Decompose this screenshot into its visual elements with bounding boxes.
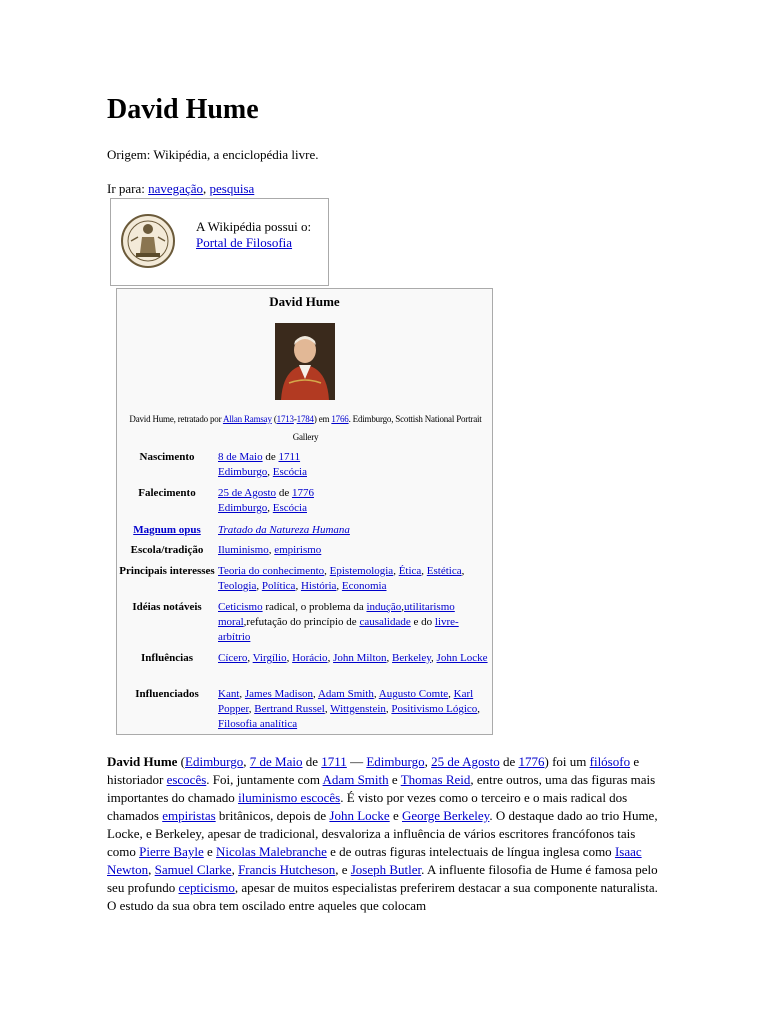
idea-link[interactable]: livre-arbítrio <box>218 616 459 643</box>
interest-link[interactable]: Epistemologia <box>329 565 394 577</box>
influenced-link[interactable]: Bertrand Russel <box>254 703 325 715</box>
text: . É visto por vezes como o terceiro e o mais radical dos chamados <box>107 790 628 823</box>
text: , <box>231 862 239 877</box>
caption-text: - <box>293 414 297 424</box>
birth-place-link[interactable]: Edimburgo <box>218 466 268 478</box>
row-value: Teoria do conhecimento, Epistemologia, Ética, Estética, Teologia, Política, História, Economia <box>218 565 465 592</box>
body-link[interactable]: filósofo <box>589 754 631 769</box>
year-link[interactable]: 1766 <box>331 414 349 424</box>
portal-box <box>110 198 329 286</box>
interest-link[interactable]: Estética <box>426 565 462 577</box>
body-link[interactable]: Thomas Reid <box>400 772 471 787</box>
year-link[interactable]: 1784 <box>296 414 314 424</box>
body-link[interactable]: Edimburgo <box>185 754 244 769</box>
text: — <box>346 754 367 769</box>
influence-link[interactable]: Berkeley <box>392 652 432 664</box>
interest-link[interactable]: Teoria do conhecimento <box>218 565 325 577</box>
text: e de outras figuras intelectuais de língua inglesa como <box>326 844 615 859</box>
row-label: Influenciados <box>135 688 199 700</box>
influenced-link[interactable]: Wittgenstein <box>330 703 386 715</box>
body-link[interactable]: iluminismo escocês <box>238 790 341 805</box>
interest-link[interactable]: Ética <box>398 565 422 577</box>
navigation-link[interactable]: navegação <box>148 181 203 196</box>
body-link[interactable]: George Berkeley <box>401 808 490 823</box>
row-value <box>218 450 490 480</box>
text: , <box>243 754 250 769</box>
body-link[interactable]: Isaac Newton <box>107 844 642 877</box>
text: . A influente filosofia de Hume é famosa pelo seu profundo <box>107 862 658 895</box>
text: , <box>424 754 432 769</box>
influenced-link[interactable]: Kant <box>218 688 240 700</box>
idea-link[interactable]: indução <box>366 601 402 613</box>
jump-separator: , <box>203 181 210 196</box>
portal-text <box>196 219 311 251</box>
text: e historiador <box>107 754 640 787</box>
death-place-link[interactable]: Edimburgo <box>218 502 268 514</box>
idea-link[interactable]: causalidade <box>359 616 411 628</box>
jump-prefix: Ir para: <box>107 181 149 196</box>
text: , <box>401 601 405 613</box>
portrait-caption <box>123 410 488 446</box>
school-link[interactable]: empirismo <box>274 544 322 556</box>
row-label: Falecimento <box>138 487 196 499</box>
text: e do <box>410 616 435 628</box>
row-label: Influências <box>141 652 193 664</box>
text: radical, o problema da <box>262 601 367 613</box>
text: , <box>268 544 275 556</box>
text: . Foi, juntamente com <box>206 772 323 787</box>
body-link[interactable]: 1776 <box>518 754 545 769</box>
body-link[interactable]: empiristas <box>162 808 216 823</box>
birth-year-link[interactable]: 1711 <box>278 451 301 463</box>
year-link[interactable]: 1713 <box>276 414 294 424</box>
text: ,refutação do princípio de <box>243 616 360 628</box>
idea-link[interactable]: Ceticismo <box>218 601 263 613</box>
text: e <box>389 808 402 823</box>
painter-link[interactable]: Allan Ramsay <box>222 414 272 424</box>
body-link[interactable]: Adam Smith <box>322 772 389 787</box>
portrait-image[interactable] <box>275 323 335 400</box>
idea-link[interactable]: utilitarismo moral <box>218 601 455 628</box>
caption-text: . Edimburgo, Scottish National Portrait Gallery <box>292 414 482 442</box>
origin-note: Origem: Wikipédia, a enciclopédia livre. <box>107 147 319 162</box>
text: , entre outros, uma das figuras mais importantes do chamado <box>107 772 656 805</box>
body-link[interactable]: Samuel Clarke <box>154 862 232 877</box>
text: ( <box>177 754 186 769</box>
portal-philosophy-link[interactable]: Portal de Filosofia <box>196 235 293 250</box>
influenced-link[interactable]: Augusto Comte <box>378 688 449 700</box>
caption-text: ( <box>271 414 277 424</box>
row-label: Nascimento <box>139 451 195 463</box>
portal-label: A Wikipédia possui o: <box>196 219 312 234</box>
body-link[interactable]: escocês <box>166 772 207 787</box>
row-value <box>218 486 490 516</box>
article-subject: David Hume <box>107 754 178 769</box>
text: de <box>262 451 279 463</box>
death-country-link[interactable]: Escócia <box>272 502 307 514</box>
text: britânicos, depois de <box>215 808 330 823</box>
caption-text: David Hume, retratado por <box>129 414 223 424</box>
text: , <box>267 502 273 514</box>
infobox <box>116 288 493 735</box>
influenced-link[interactable]: Karl Popper <box>218 688 474 715</box>
text: ) foi um <box>544 754 590 769</box>
body-link[interactable]: John Locke <box>329 808 390 823</box>
influenced-link[interactable]: Filosofia analítica <box>218 718 298 730</box>
influence-link[interactable]: Horácio <box>292 652 328 664</box>
birth-country-link[interactable]: Escócia <box>272 466 307 478</box>
text: de <box>276 487 292 499</box>
influenced-link[interactable]: Adam Smith <box>317 688 374 700</box>
text: , <box>148 862 155 877</box>
row-label: Idéias notáveis <box>132 601 202 613</box>
body-link[interactable]: 1711 <box>321 754 347 769</box>
row-value <box>218 600 490 645</box>
interest-link[interactable]: História <box>300 580 337 592</box>
influence-link[interactable]: Virgílio <box>252 652 287 664</box>
school-link[interactable]: Iluminismo <box>218 544 269 556</box>
row-value: Kant, James Madison, Adam Smith, Augusto Comte, Karl Popper, Bertrand Russel, Wittgenstein, Positivismo Lógico, Filosofia analítica <box>218 688 481 730</box>
body-link[interactable]: 7 de Maio <box>249 754 303 769</box>
magnum-opus-link[interactable]: Magnum opus <box>133 524 201 536</box>
interest-link[interactable]: Economia <box>341 580 387 592</box>
row-label: Principais interesses <box>119 565 215 577</box>
infobox-title: David Hume <box>269 294 340 309</box>
body-link[interactable]: 25 de Agosto <box>431 754 500 769</box>
interest-link[interactable]: Política <box>261 580 296 592</box>
text: de <box>302 754 322 769</box>
row-value <box>218 543 490 558</box>
caption-text: ) em <box>313 414 332 424</box>
text: e <box>388 772 401 787</box>
jump-links <box>107 180 254 198</box>
influence-link[interactable]: John Milton <box>333 652 387 664</box>
death-year-link[interactable]: 1776 <box>291 487 314 499</box>
death-date-link[interactable]: 25 de Agosto <box>218 487 277 499</box>
row-value <box>218 523 490 538</box>
interest-link[interactable]: Teologia <box>218 580 257 592</box>
body-link[interactable]: Nicolas Malebranche <box>216 844 327 859</box>
influence-link[interactable]: John Locke <box>436 652 488 664</box>
influenced-link[interactable]: Positivismo Lógico <box>391 703 478 715</box>
magnum-opus-title-link[interactable]: Tratado da Natureza Humana <box>218 524 350 536</box>
influenced-link[interactable]: James Madison <box>244 688 314 700</box>
text: de <box>499 754 519 769</box>
page-title: David Hume <box>107 94 259 125</box>
body-link[interactable]: Edimburgo <box>366 754 425 769</box>
text: , e <box>335 862 351 877</box>
body-link[interactable]: cepticismo <box>178 880 235 895</box>
influence-link[interactable]: Cícero <box>218 652 248 664</box>
article-body <box>107 753 667 915</box>
row-label: Escola/tradição <box>130 544 204 556</box>
body-link[interactable]: Joseph Butler <box>350 862 422 877</box>
body-link[interactable]: Francis Hutcheson <box>238 862 336 877</box>
philosophy-emblem-icon <box>119 213 177 269</box>
body-link[interactable]: Pierre Bayle <box>139 844 204 859</box>
text: , apesar de muitos especialistas preferirem destacar a sua componente naturalista. O estudo da sua obra tem oscilado entre aqueles que colocam <box>107 880 658 913</box>
text: , <box>267 466 273 478</box>
text: e <box>203 844 217 859</box>
birth-date-link[interactable]: 8 de Maio <box>218 451 263 463</box>
row-value: Cícero, Virgílio, Horácio, John Milton, Berkeley, John Locke <box>218 652 488 664</box>
text: . O destaque dado ao trio Hume, Locke, e Berkeley, apesar de tradicional, desvaloriza a influência de vários escritores francófonos tais como <box>107 808 658 859</box>
search-link[interactable]: pesquisa <box>209 181 255 196</box>
